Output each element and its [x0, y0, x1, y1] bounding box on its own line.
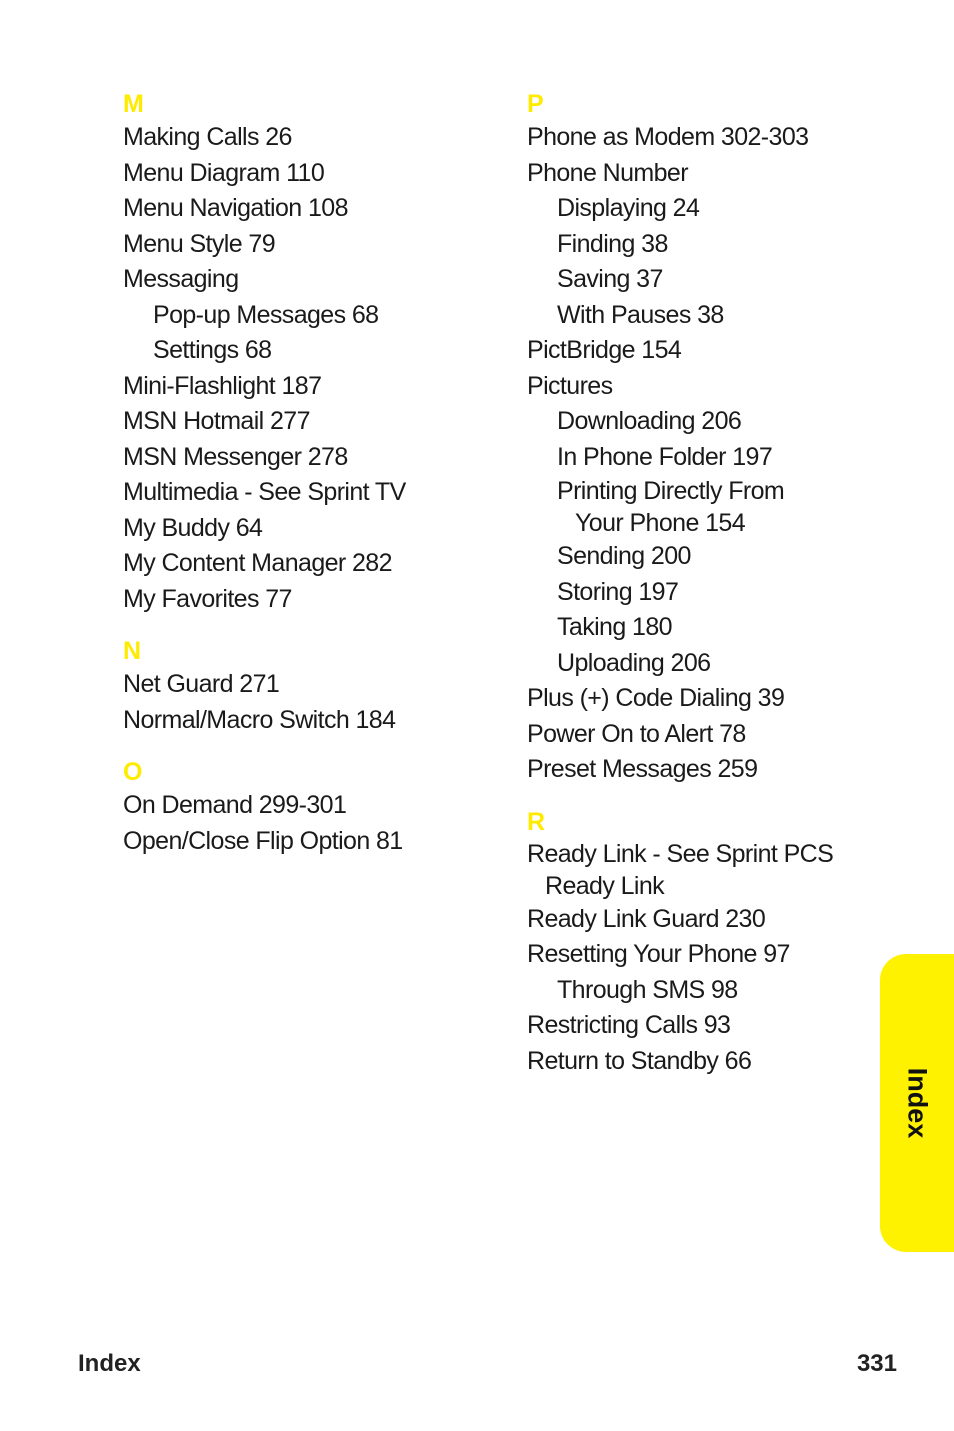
section-letter: R [527, 807, 546, 836]
index-entry: PictBridge 154 [527, 336, 682, 364]
index-entry: My Favorites 77 [123, 584, 292, 613]
index-subentry: Through SMS 98 [557, 975, 738, 1004]
index-subentry: Printing Directly From [557, 477, 785, 505]
index-entry: MSN Hotmail 277 [123, 407, 310, 435]
index-entry: Plus (+) Code Dialing 39 [527, 684, 785, 712]
index-entry: Net Guard 271 [123, 670, 280, 698]
index-entry-continuation: Ready Link [545, 871, 665, 900]
index-entry: MSN Messenger 278 [123, 442, 348, 471]
index-column-right [527, 88, 847, 1097]
index-entry: My Content Manager 282 [123, 549, 392, 577]
index-subentry: With Pauses 38 [557, 300, 724, 329]
index-entry: Pictures [527, 371, 613, 400]
index-side-tab [880, 954, 954, 1252]
section-letter: O [123, 758, 143, 786]
index-section-n [123, 635, 483, 738]
index-entry: On Demand 299-301 [123, 791, 347, 819]
index-entry: Menu Style 79 [123, 229, 276, 258]
index-entry: Messaging [123, 265, 239, 293]
index-entry: Multimedia - See Sprint TV [123, 478, 406, 506]
index-subentry: Finding 38 [557, 229, 668, 258]
section-letter: P [527, 90, 544, 118]
index-entry: Ready Link Guard 230 [527, 904, 766, 933]
index-entry: Mini-Flashlight 187 [123, 371, 322, 400]
index-subentry: Storing 197 [557, 577, 679, 606]
index-subentry: Displaying 24 [557, 194, 700, 222]
index-section-r [527, 806, 847, 1080]
index-entry: Restricting Calls 93 [527, 1011, 731, 1039]
index-entry: Ready Link - See Sprint PCS [527, 839, 834, 868]
index-entry: Resetting Your Phone 97 [527, 940, 790, 968]
index-entry: Menu Navigation 108 [123, 194, 348, 222]
index-entry: Phone Number [527, 158, 688, 187]
index-section-p [527, 88, 847, 788]
index-entry: Preset Messages 259 [527, 755, 758, 783]
index-entry: Menu Diagram 110 [123, 158, 325, 187]
index-subentry: Pop-up Messages 68 [153, 300, 379, 329]
index-entry: Return to Standby 66 [527, 1046, 752, 1075]
index-column-left [123, 88, 483, 877]
index-entry: Power On to Alert 78 [527, 719, 746, 748]
index-subentry: Downloading 206 [557, 407, 742, 435]
index-section-m [123, 88, 483, 617]
index-entry: Normal/Macro Switch 184 [123, 705, 396, 734]
index-subentry: Sending 200 [557, 542, 691, 570]
index-subentry: Saving 37 [557, 265, 663, 293]
section-letter: M [123, 90, 144, 118]
index-subentry-continuation: Your Phone 154 [575, 509, 746, 537]
index-entry: Phone as Modem 302-303 [527, 123, 809, 151]
page-number: 331 [856, 1350, 897, 1377]
index-entry: My Buddy 64 [123, 513, 263, 542]
index-entry: Making Calls 26 [123, 123, 292, 151]
section-letter: N [123, 637, 142, 665]
footer-section-label: Index [78, 1350, 141, 1377]
index-subentry: Uploading 206 [557, 648, 711, 677]
index-subentry: In Phone Folder 197 [557, 442, 773, 471]
index-subentry: Taking 180 [557, 613, 672, 641]
side-tab-label: Index [902, 1067, 933, 1139]
index-subentry: Settings 68 [153, 336, 272, 364]
index-section-o [123, 756, 483, 859]
index-entry: Open/Close Flip Option 81 [123, 826, 403, 855]
